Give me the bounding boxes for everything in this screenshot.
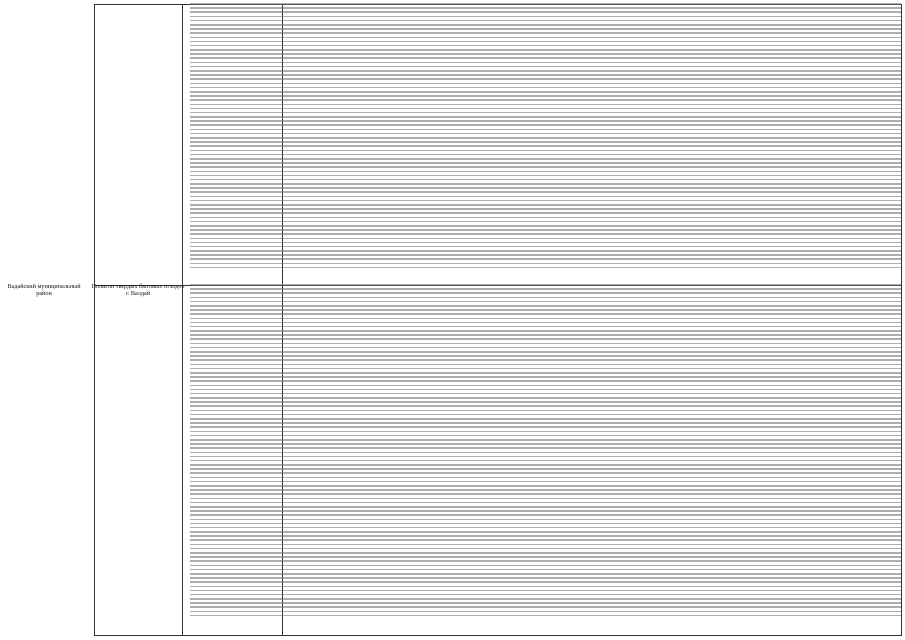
illegible-text-line	[190, 510, 901, 512]
illegible-text-line	[190, 560, 901, 562]
illegible-text-line	[190, 556, 901, 558]
illegible-text-line	[190, 472, 901, 474]
illegible-text-line	[190, 53, 901, 55]
illegible-text-block-bottom	[190, 284, 901, 628]
illegible-text-line	[190, 250, 901, 252]
illegible-text-line	[190, 66, 901, 68]
illegible-text-line	[190, 514, 901, 516]
illegible-text-line	[190, 598, 901, 600]
illegible-text-line	[190, 217, 901, 219]
illegible-text-line	[190, 447, 901, 449]
illegible-text-line	[190, 70, 901, 72]
illegible-text-line	[190, 414, 901, 416]
illegible-text-line	[190, 418, 901, 420]
illegible-text-line	[190, 410, 901, 412]
illegible-text-line	[190, 120, 901, 122]
illegible-text-line	[190, 196, 901, 198]
illegible-text-line	[190, 95, 901, 97]
illegible-text-line	[190, 498, 901, 500]
illegible-text-line	[190, 548, 901, 550]
illegible-text-line	[190, 565, 901, 567]
illegible-text-line	[190, 468, 901, 470]
illegible-text-line	[190, 380, 901, 382]
illegible-text-line	[190, 45, 901, 47]
illegible-text-line	[190, 37, 901, 39]
illegible-text-line	[190, 552, 901, 554]
illegible-text-line	[190, 456, 901, 458]
illegible-text-line	[190, 586, 901, 588]
illegible-text-line	[190, 104, 901, 106]
illegible-text-line	[190, 322, 901, 324]
illegible-text-line	[190, 460, 901, 462]
illegible-text-line	[190, 284, 901, 286]
illegible-text-line	[190, 49, 901, 51]
illegible-text-line	[190, 74, 901, 76]
illegible-text-line	[190, 246, 901, 248]
illegible-text-line	[190, 62, 901, 64]
illegible-text-line	[190, 187, 901, 189]
illegible-text-line	[190, 242, 901, 244]
illegible-text-line	[190, 179, 901, 181]
illegible-text-line	[190, 485, 901, 487]
illegible-text-line	[190, 519, 901, 521]
illegible-text-line	[190, 11, 901, 13]
illegible-text-line	[190, 422, 901, 424]
illegible-text-line	[190, 435, 901, 437]
illegible-text-line	[190, 577, 901, 579]
illegible-text-line	[190, 162, 901, 164]
illegible-text-line	[190, 590, 901, 592]
illegible-text-line	[190, 91, 901, 93]
illegible-text-line	[190, 7, 901, 9]
illegible-text-line	[190, 267, 901, 269]
illegible-text-line	[190, 611, 901, 613]
illegible-text-line	[190, 41, 901, 43]
illegible-text-line	[190, 439, 901, 441]
illegible-text-line	[190, 87, 901, 89]
illegible-text-line	[190, 594, 901, 596]
illegible-text-line	[190, 238, 901, 240]
illegible-text-line	[190, 493, 901, 495]
illegible-text-line	[190, 3, 901, 5]
illegible-text-line	[190, 158, 901, 160]
illegible-text-line	[190, 539, 901, 541]
illegible-text-line	[190, 376, 901, 378]
district-label: Вадайский муниципальный район	[7, 283, 81, 298]
illegible-text-line	[190, 606, 901, 608]
illegible-text-line	[190, 477, 901, 479]
illegible-text-line	[190, 581, 901, 583]
illegible-text-line	[190, 343, 901, 345]
object-label: Полигон твердых бытовых отходов г. Валдай	[91, 283, 185, 298]
illegible-text-line	[190, 385, 901, 387]
illegible-text-line	[190, 57, 901, 59]
illegible-text-line	[190, 99, 901, 101]
illegible-text-line	[190, 502, 901, 504]
illegible-text-line	[190, 150, 901, 152]
illegible-text-line	[190, 569, 901, 571]
illegible-text-line	[190, 318, 901, 320]
illegible-text-line	[190, 175, 901, 177]
illegible-text-line	[190, 78, 901, 80]
illegible-text-line	[190, 301, 901, 303]
illegible-text-line	[190, 431, 901, 433]
illegible-text-line	[190, 364, 901, 366]
illegible-text-line	[190, 527, 901, 529]
illegible-text-line	[190, 330, 901, 332]
illegible-text-line	[190, 229, 901, 231]
illegible-text-line	[190, 506, 901, 508]
illegible-text-line	[190, 389, 901, 391]
illegible-text-block-top	[190, 3, 901, 277]
illegible-text-line	[190, 171, 901, 173]
illegible-text-line	[190, 531, 901, 533]
illegible-text-line	[190, 464, 901, 466]
illegible-text-line	[190, 309, 901, 311]
illegible-text-line	[190, 401, 901, 403]
illegible-text-line	[190, 112, 901, 114]
illegible-text-line	[190, 191, 901, 193]
illegible-text-line	[190, 20, 901, 22]
illegible-text-line	[190, 405, 901, 407]
illegible-text-line	[190, 166, 901, 168]
illegible-text-line	[190, 129, 901, 131]
illegible-text-line	[190, 443, 901, 445]
illegible-text-line	[190, 351, 901, 353]
illegible-text-line	[190, 116, 901, 118]
illegible-text-line	[190, 573, 901, 575]
illegible-text-line	[190, 359, 901, 361]
illegible-text-line	[190, 481, 901, 483]
illegible-text-line	[190, 254, 901, 256]
illegible-text-line	[190, 326, 901, 328]
illegible-text-line	[190, 133, 901, 135]
illegible-text-line	[190, 602, 901, 604]
illegible-text-line	[190, 28, 901, 30]
illegible-text-line	[190, 393, 901, 395]
illegible-text-line	[190, 258, 901, 260]
illegible-text-line	[190, 355, 901, 357]
illegible-text-line	[190, 297, 901, 299]
illegible-text-line	[190, 225, 901, 227]
illegible-text-line	[190, 338, 901, 340]
illegible-text-line	[190, 200, 901, 202]
illegible-text-line	[190, 83, 901, 85]
illegible-text-line	[190, 368, 901, 370]
illegible-text-line	[190, 204, 901, 206]
illegible-text-line	[190, 544, 901, 546]
illegible-text-line	[190, 313, 901, 315]
illegible-text-line	[190, 347, 901, 349]
illegible-text-line	[190, 292, 901, 294]
illegible-text-line	[190, 141, 901, 143]
illegible-text-line	[190, 108, 901, 110]
illegible-text-line	[190, 32, 901, 34]
illegible-text-line	[190, 212, 901, 214]
illegible-text-line	[190, 124, 901, 126]
illegible-text-line	[190, 208, 901, 210]
illegible-text-line	[190, 137, 901, 139]
illegible-text-line	[190, 372, 901, 374]
illegible-text-line	[190, 535, 901, 537]
illegible-text-line	[190, 397, 901, 399]
illegible-text-line	[190, 145, 901, 147]
illegible-text-line	[190, 233, 901, 235]
illegible-text-line	[190, 288, 901, 290]
illegible-text-line	[190, 615, 901, 617]
illegible-text-line	[190, 305, 901, 307]
illegible-text-line	[190, 426, 901, 428]
illegible-text-line	[190, 523, 901, 525]
illegible-text-line	[190, 24, 901, 26]
illegible-text-line	[190, 489, 901, 491]
illegible-text-line	[190, 154, 901, 156]
illegible-text-line	[190, 183, 901, 185]
column-district	[95, 5, 183, 635]
illegible-text-line	[190, 16, 901, 18]
illegible-text-line	[190, 452, 901, 454]
illegible-text-line	[190, 263, 901, 265]
illegible-text-line	[190, 221, 901, 223]
illegible-text-line	[190, 334, 901, 336]
